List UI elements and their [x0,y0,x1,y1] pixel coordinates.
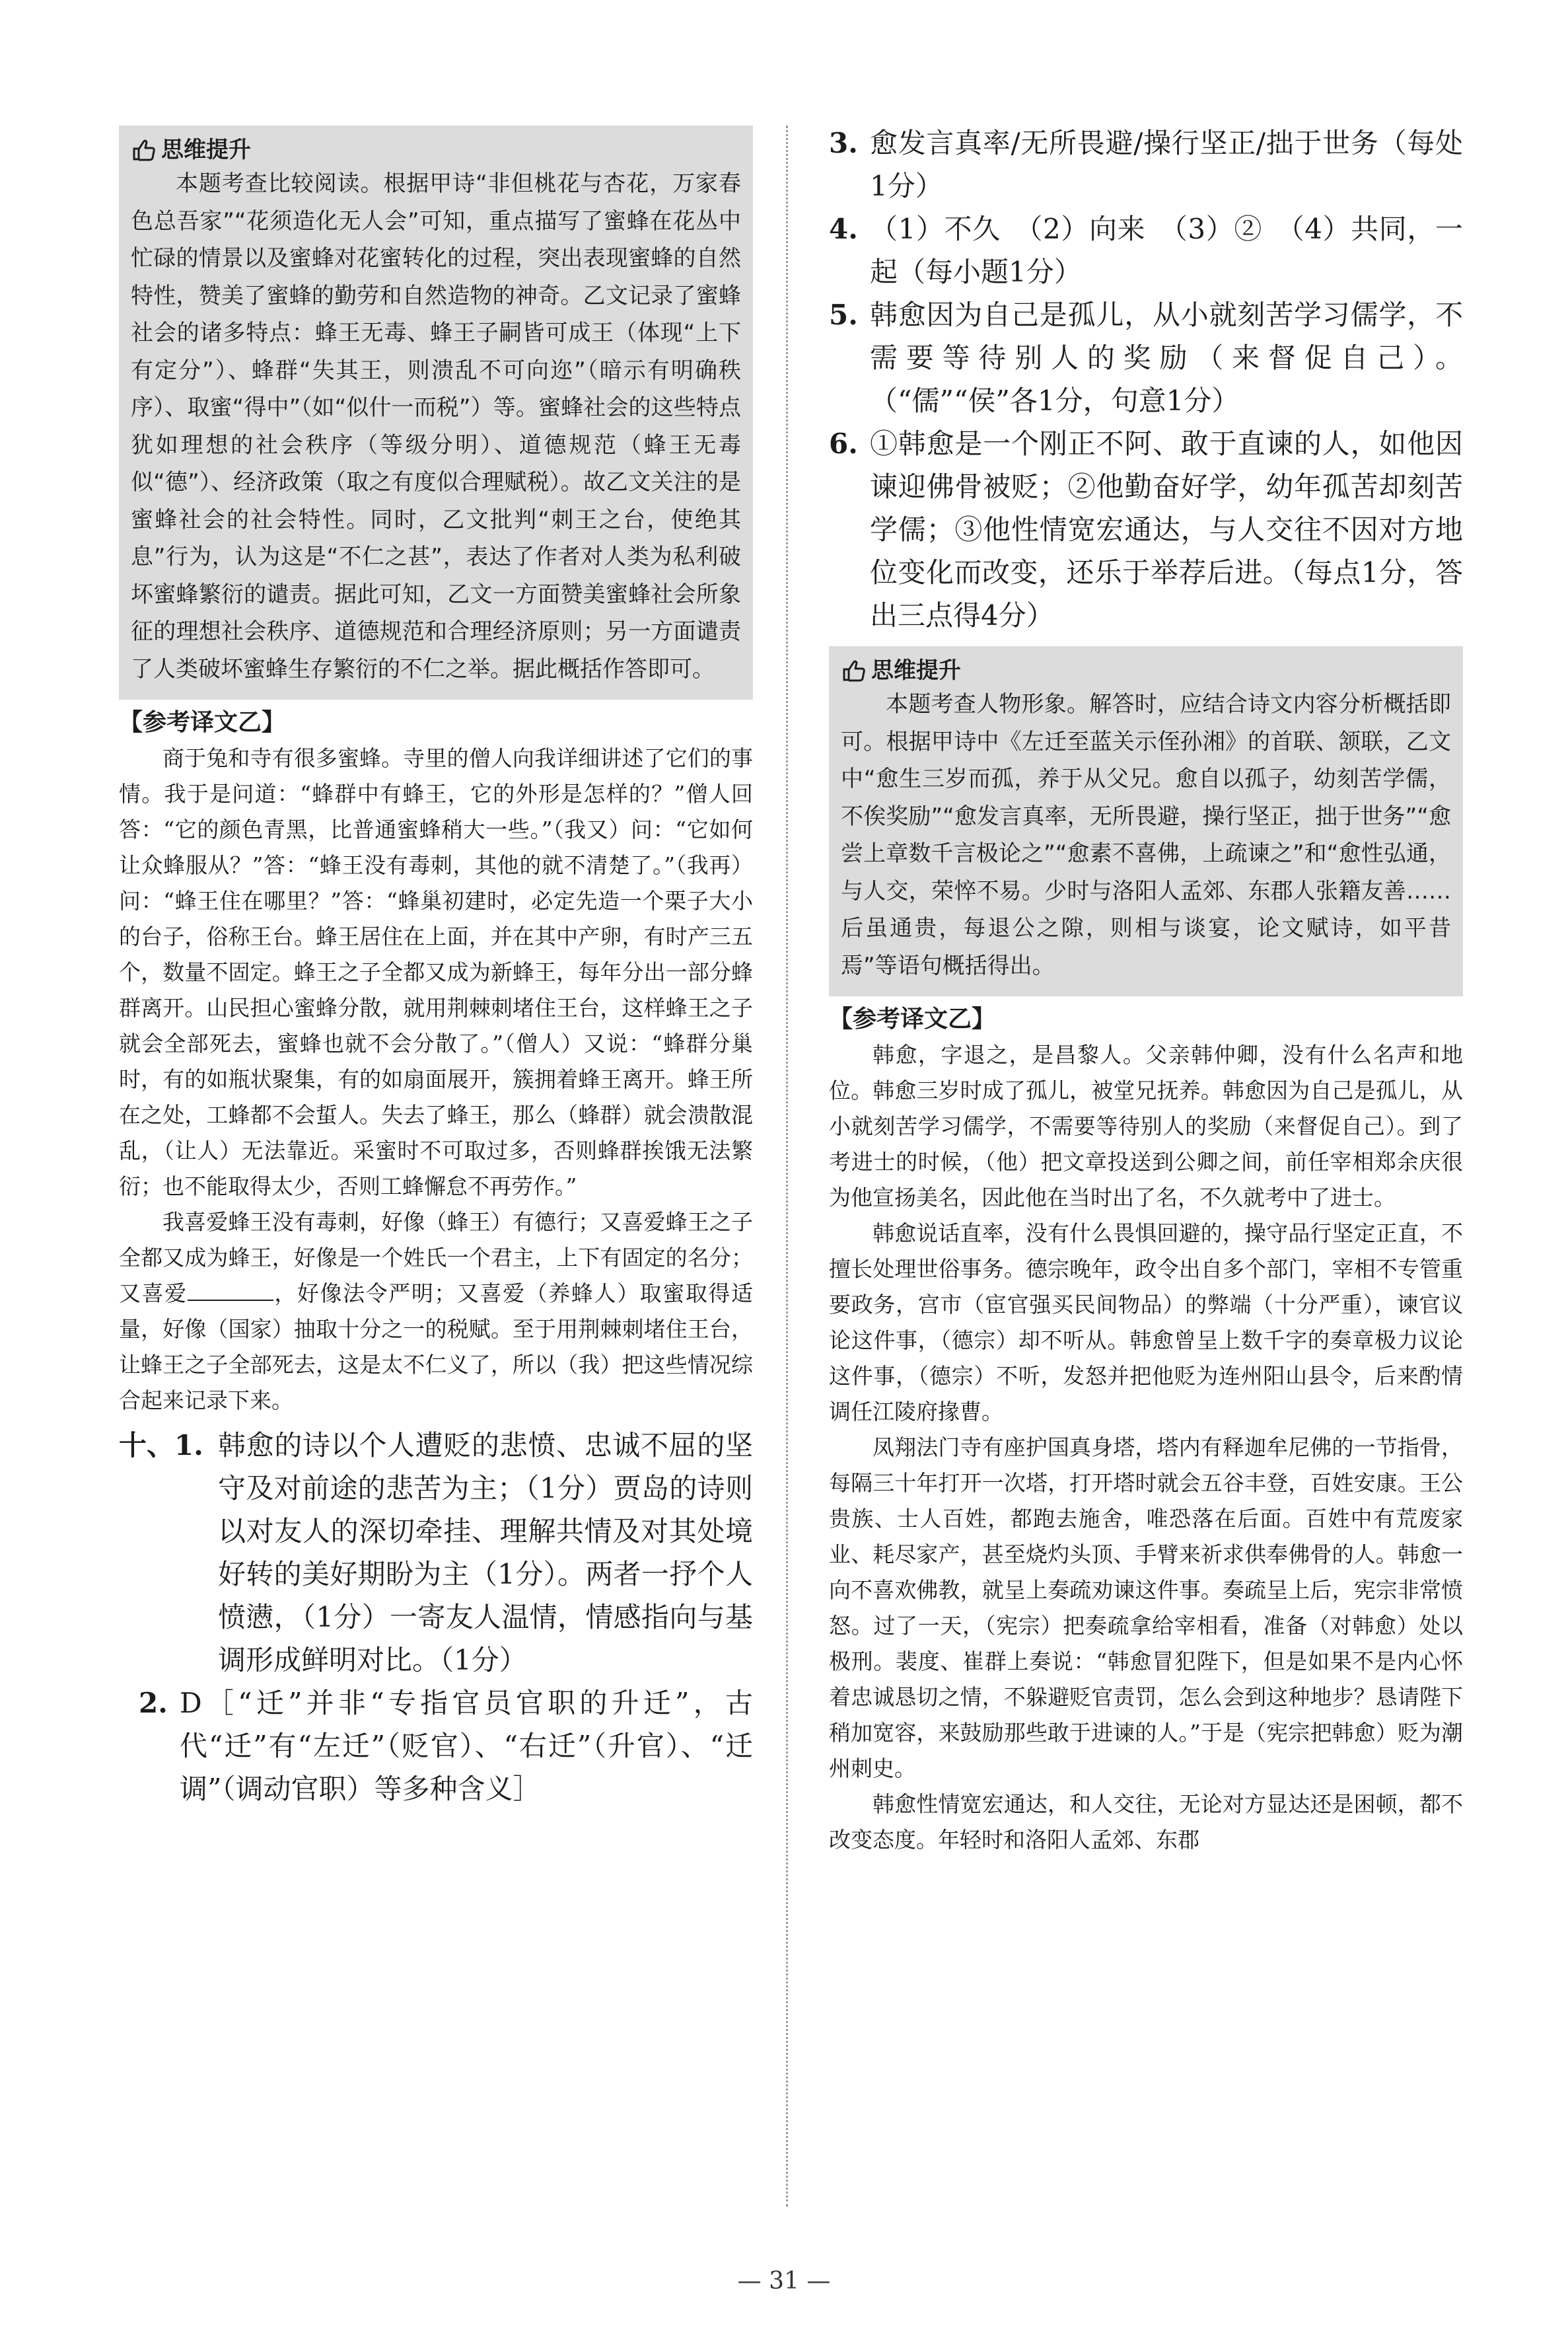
right-column [829,126,1463,1858]
answer-item: 十、1. 韩愈的诗以个人遭贬的悲愤、忠诚不屈的坚守及对前途的悲苦为主；（1分）贾岛的诗则以对友人的深切牵挂、理解共情及对其处境好转的美好期盼为主（1分）。两者一抒个人愤懑，（1分）一寄友人温情，情感指向与基调形成鲜明对比。（1分） [119,1429,753,1676]
column-divider [786,126,788,2207]
reference-paragraph: 韩愈，字退之，是昌黎人。父亲韩仲卿，没有什么名声和地位。韩愈三岁时成了孤儿，被堂兄抚养。韩愈因为自己是孤儿，从小就刻苦学习儒学，不需要等待别人的奖励（来督促自己）。到了考进士的时候，（他）把文章投送到公卿之间，前任宰相郑余庆很为他宣扬美名，因此他在当时出了名，不久就考中了进士。 [829,1042,1463,1210]
reference-paragraph: 凤翔法门寺有座护国真身塔，塔内有释迦牟尼佛的一节指骨，每隔三十年打开一次塔，打开塔时就会五谷丰登，百姓安康。王公贵族、士人百姓，都跑去施舍，唯恐落在后面。百姓中有荒废家业、耗尽家产，甚至烧灼头顶、手臂来祈求供奉佛骨的人。韩愈一向不喜欢佛教，就呈上奏疏劝谏这件事。奏疏呈上后，宪宗非常愤怒。过了一天，（宪宗）把奏疏拿给宰相看，准备（对韩愈）处以极刑。裴度、崔群上奏说：“韩愈冒犯陛下，但是如果不是内心怀着忠诚恳切之情，不躲避贬官责罚，怎么会到这种地步？恳请陛下稍加宽容，来鼓励那些敢于进谏的人。”于是（宪宗把韩愈）贬为潮州刺史。 [829,1434,1463,1781]
tip-box-title: 思维提升 [841,655,1451,686]
tip-box-text: 本题考查比较阅读。根据甲诗“非但桃花与杏花，万家春色总吾家”“花须造化无人会”可知，重点描写了蜜蜂在花丛中忙碌的情景以及蜜蜂对花蜜转化的过程，突出表现蜜蜂的自然特性，赞美了蜜蜂的勤劳和自然造物的神奇。乙文记录了蜜蜂社会的诸多特点：蜂王无毒、蜂王子嗣皆可成王（体现“上下有定分”）、蜂群“失其王，则溃乱不可向迩”（暗示有明确秩序）、取蜜“得中”（如“似什一而税”）等。蜜蜂社会的这些特点犹如理想的社会秩序（等级分明）、道德规范（蜂王无毒似“德”）、经济政策（取之有度似合理赋税）。故乙文关注的是蜜蜂社会的社会特性。同时，乙文批判“刺王之台，使绝其息”行为，认为这是“不仁之甚”，表达了作者对人类为私利破坏蜜蜂繁衍的谴责。据此可知，乙文一方面赞美蜜蜂社会所象征的理想社会秩序、道德规范和合理经济原则；另一方面谴责了人类破坏蜜蜂生存繁衍的不仁之举。据此概括作答即可。 [131,170,741,683]
answer-item: 6. ①韩愈是一个刚正不阿、敢于直谏的人，如他因谏迎佛骨被贬；②他勤奋好学，幼年孤苦却刻苦学儒；③他性情宽宏通达，与人交往不因对方地位变化而改变，还乐于举荐后进。（每点1分，答出三点得4分） [829,427,1463,632]
answer-item: 4. （1）不久 （2）向来 （3）② （4）共同，一起（每小题1分） [829,213,1463,288]
tip-box-right [829,646,1463,996]
fill-in-blank [188,1280,273,1301]
reference-heading: 【参考译文乙】 [829,1006,996,1033]
answer-item: 2. D［“迁”并非“专指官员官职的升迁”，古代“迁”有“左迁”（贬官）、“右迁”（升官）、“迁调”（调动官职）等多种含义］ [139,1687,753,1805]
reference-heading: 【参考译文乙】 [119,709,286,736]
answer-item: 5. 韩愈因为自己是孤儿，从小就刻苦学习儒学，不需要等待别人的奖励（来督促自己）。（“儒”“侯”各1分，句意1分） [829,299,1463,417]
tip-box-title: 思维提升 [131,135,741,165]
left-column [119,126,753,1810]
reference-paragraph: 商于兔和寺有很多蜜蜂。寺里的僧人向我详细讲述了它们的事情。我于是问道：“蜂群中有蜂王，它的外形是怎样的？”僧人回答：“它的颜色青黑，比普通蜜蜂稍大一些。”（我又）问：“它如何让众蜂服从？”答：“蜂王没有毒刺，其他的就不清楚了。”（我再）问：“蜂王住在哪里？”答：“蜂巢初建时，必定先造一个栗子大小的台子，俗称王台。蜂王居住在上面，并在其中产卵，有时产三五个，数量不固定。蜂王之子全都又成为新蜂王，每年分出一部分蜂群离开。山民担心蜜蜂分散，就用荆棘刺堵住王台，这样蜂王之子就会全部死去，蜜蜂也就不会分散了。”（僧人）又说：“蜂群分巢时，有的如瓶状聚集，有的如扇面展开，簇拥着蜂王离开。蜂王所在之处，工蜂都不会蜇人。失去了蜂王，那么（蜂群）就会溃散混乱，（让人）无法靠近。采蜜时不可取过多，否则蜂群挨饿无法繁衍；也不能取得太少，否则工蜂懈怠不再劳作。” [119,745,753,1199]
tip-box-left [119,126,753,700]
reference-paragraph-with-blank: 我喜爱蜂王没有毒刺，好像（蜂王）有德行；又喜爱蜂王之子全都又成为蜂王，好像是一个姓氏一个君主，上下有固定的名分；又喜爱 ，好像法令严明；又喜爱（养蜂人）取蜜取得适量，好像（国家）抽取十分之一的税赋。至于用荆棘刺堵住王台，让蜂王之子全部死去，这是太不仁义了，所以（我）把这些情况综合起来记录下来。 [119,1209,753,1413]
page-number: — 31 — [737,2268,831,2295]
reference-paragraph: 韩愈说话直率，没有什么畏惧回避的，操守品行坚定正直，不擅长处理世俗事务。德宗晚年，政令出自多个部门，宰相不专管重要政务，宫市（宦官强买民间物品）的弊端（十分严重），谏官议论这件事，（德宗）却不听从。韩愈曾呈上数千字的奏章极力议论这件事，（德宗）不听，发怒并把他贬为连州阳山县令，后来酌情调任江陵府掾曹。 [829,1220,1463,1424]
tip-box-text: 本题考查人物形象。解答时，应结合诗文内容分析概括即可。根据甲诗中《左迁至蓝关示侄孙湘》的首联、颔联，乙文中“愈生三岁而孤，养于从父兄。愈自以孤子，幼刻苦学儒，不俟奖励”“愈发言真率，无所畏避，操行坚正，拙于世务”“愈尝上章数千言极论之”“愈素不喜佛，上疏谏之”和“愈性弘通，与人交，荣悴不易。少时与洛阳人孟郊、东郡人张籍友善……后虽通贵，每退公之隙，则相与谈宴，论文赋诗，如平昔焉”等语句概括得出。 [841,691,1451,979]
pointing-hand-icon [131,137,157,163]
reference-paragraph: 韩愈性情宽宏通达，和人交往，无论对方显达还是困顿，都不改变态度。年轻时和洛阳人孟郊、东郡 [829,1791,1463,1853]
answer-item: 3. 愈发言真率/无所畏避/操行坚正/拙于世务（每处1分） [829,127,1463,202]
pointing-hand-icon [841,657,867,684]
